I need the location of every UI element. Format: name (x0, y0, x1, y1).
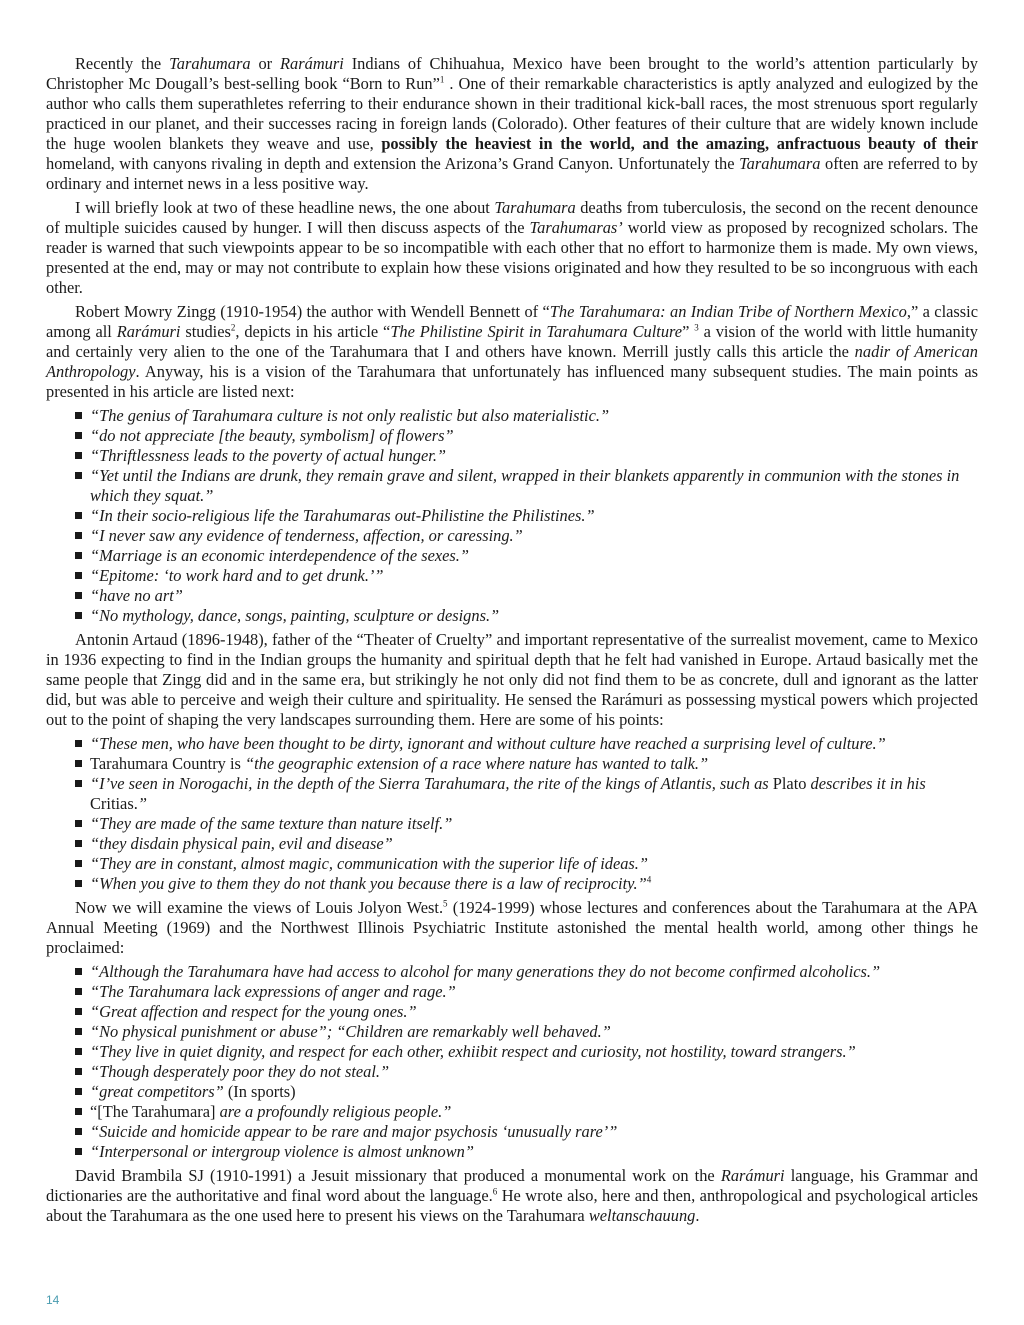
footnote-ref: 6 (492, 1186, 498, 1197)
text-run: or (250, 54, 281, 73)
bullet-item (46, 1002, 978, 1022)
text-run: ,” a classic among all (46, 302, 978, 341)
text-run: Tarahumara Country is (90, 754, 245, 773)
text-run: “When you give to them they do not thank you because there is a law of reciprocity.” (90, 874, 647, 893)
text-run: “I never saw any evidence of tenderness, affection, or caressing.” (90, 526, 523, 545)
page-number: 14 (46, 1293, 60, 1307)
bullet-item (46, 1062, 978, 1082)
bullet-item (46, 1082, 978, 1102)
paragraph-artaud (46, 630, 978, 730)
text-run: David Brambila SJ (1910-1991) a Jesuit missionary that produced a monumental work on the (75, 1166, 721, 1185)
bullet-item (46, 566, 978, 586)
bullet-item (46, 1142, 978, 1162)
text-run: describes it in his (806, 774, 926, 793)
paragraph-zingg (46, 302, 978, 402)
bullet-item (46, 426, 978, 446)
text-run: homeland, with canyons rivaling in depth and extension the Arizona’s Grand Canyon. Unfortunately the (46, 154, 740, 173)
text-run: , depicts in his article “ (235, 322, 391, 341)
bullet-item (46, 526, 978, 546)
text-run: “they disdain physical pain, evil and disease” (90, 834, 393, 853)
bullet-item (46, 774, 978, 814)
text-run: I will briefly look at two of these headline news, the one about (75, 198, 495, 217)
text-run: Indians of Chihuahua, Mexico have been brought to the world’s attention particularly by Christopher Mc Dougall’s best-selling book “Born to Run” (46, 54, 979, 93)
text-run: ” (682, 322, 695, 341)
bullet-item (46, 754, 978, 774)
bullet-item (46, 466, 978, 506)
document-page (46, 54, 978, 1230)
text-run: world view as proposed by recognized scholars. The reader is warned that such viewpoints appear to be so incompatible with each other that no effort to harmonize them is made. My own views, presented at the end, may or may not contribute to explain how these visions originated and how they resulted to be so incongruous with each other. (46, 218, 978, 297)
text-run: “I’ve seen in Norogachi, in the depth of the Sierra Tarahumara, the rite of the kings of Atlantis, such as (90, 774, 773, 793)
bullet-item (46, 1042, 978, 1062)
text-run: “the geographic extension of a race where nature has wanted to talk.” (244, 754, 709, 773)
text-run: Rarámuri (280, 54, 344, 73)
text-run: “great competitors” (90, 1082, 224, 1101)
text-run: “They are in constant, almost magic, communication with the superior life of ideas.” (90, 854, 649, 873)
text-run: “They are made of the same texture than nature itself.” (90, 814, 453, 833)
artaud-quotes-list (46, 734, 978, 894)
bullet-item (46, 546, 978, 566)
text-run: Now we will examine the views of Louis Jolyon West. (75, 898, 444, 917)
text-run: “In their socio-religious life the Tarahumaras out-Philistine the Philistines.” (90, 506, 595, 525)
text-run: (1924-1999) whose lectures and conferences about the Tarahumara at the APA Annual Meeting (1969) and the Northwest Illinois Psychiatric Institute astonished the mental health world, among other things he proclaimed: (46, 898, 978, 957)
text-run: “The genius of Tarahumara culture is not only realistic but also materialistic.” (90, 406, 610, 425)
text-run: “Though desperately poor they do not steal.” (90, 1062, 390, 1081)
bullet-item (46, 446, 978, 466)
text-run: “These men, who have been thought to be dirty, ignorant and without culture have reached a surprising level of culture.” (90, 734, 886, 753)
bullet-item (46, 406, 978, 426)
text-run: “Yet until the Indians are drunk, they remain grave and silent, wrapped in their blankets apparently in communion with the stones in which they squat.” (90, 466, 960, 505)
bullet-item (46, 1122, 978, 1142)
text-run: Robert Mowry Zingg (1910-1954) the author with Wendell Bennett of “ (75, 302, 550, 321)
bullet-item (46, 834, 978, 854)
footnote-ref: 2 (230, 322, 236, 333)
text-run: Tarahumara (494, 198, 576, 217)
text-run: “Great affection and respect for the young ones.” (90, 1002, 417, 1021)
text-run: possibly the heaviest in the world, and the amazing, anfractuous beauty of their (381, 134, 978, 153)
text-run: . Anyway, his is a vision of the Tarahumara that unfortunately has influenced many subsequent studies. The main points as presented in his article are listed next: (46, 362, 978, 401)
bullet-item (46, 854, 978, 874)
text-run: He wrote also, here and then, anthropological and psychological articles about the Tarahumara as the one used here to present his views on the Tarahumara (46, 1186, 978, 1225)
text-run: Plato (772, 774, 807, 793)
text-run: Tarahumaras’ (529, 218, 623, 237)
paragraph-west (46, 898, 978, 958)
bullet-item (46, 506, 978, 526)
text-run: weltanschauung (588, 1206, 696, 1225)
text-run: Antonin Artaud (1896-1948), father of the “Theater of Cruelty” and important representative of the surrealist movement, came to Mexico in 1936 expecting to find in the Indian groups the humanity and spiritual depth that he felt had vanished in Europe. Artaud basically met the same people that Zingg did and in the same era, but strikingly he not only did not find them to be as concrete, dull and ignorant as the latter did, but was able to perceive and weigh their culture and spirituality. He sensed the Rarámuri as possessing mystical powers which projected out to the point of shaping the very landscapes surrounding them. Here are some of his points: (46, 630, 978, 729)
text-run: “They live in quiet dignity, and respect for each other, exhiibit respect and curiosity, not hostility, toward strangers.” (90, 1042, 856, 1061)
text-run: (In sports) (223, 1082, 296, 1101)
bullet-item (46, 606, 978, 626)
text-run: “Marriage is an economic interdependence of the sexes.” (90, 546, 470, 565)
footnote-ref: 4 (646, 874, 652, 885)
text-run: “Suicide and homicide appear to be rare and major psychosis ‘unusually rare’” (90, 1122, 618, 1141)
bullet-item (46, 1102, 978, 1122)
text-run: . (695, 1206, 700, 1225)
text-run: “Epitome: ‘to work hard and to get drunk.’” (90, 566, 384, 585)
text-run: Tarahumara (169, 54, 251, 73)
bullet-item (46, 962, 978, 982)
paragraph-brambila (46, 1166, 978, 1226)
text-run: “No physical punishment or abuse”; “Children are remarkably well behaved.” (90, 1022, 611, 1041)
bullet-item (46, 874, 978, 894)
text-run: Rarámuri (720, 1166, 785, 1185)
footnote-ref: 1 (439, 74, 445, 85)
footnote-ref: 5 (443, 898, 448, 909)
paragraph-overview (46, 198, 978, 298)
text-run: nadir of American Anthropology (46, 342, 978, 381)
text-run: often are referred to by ordinary and internet news in a less positive way. (46, 154, 978, 193)
text-run: “have no art” (90, 586, 183, 605)
text-run: studies (180, 322, 231, 341)
footnote-ref: 3 (694, 322, 699, 333)
bullet-item (46, 586, 978, 606)
text-run: deaths from tuberculosis, the second on the recent denounce of multiple suicides caused by hunger. I will then discuss aspects of the (46, 198, 978, 237)
text-run: Recently the (75, 54, 170, 73)
text-run: “Thriftlessness leads to the poverty of actual hunger.” (90, 446, 447, 465)
text-run: “The Tarahumara lack expressions of anger and rage.” (90, 982, 456, 1001)
bullet-item (46, 1022, 978, 1042)
text-run: Rarámuri (116, 322, 181, 341)
text-run: language, his Grammar and dictionaries are the authoritative and final word about the language. (46, 1166, 978, 1205)
zingg-quotes-list (46, 406, 978, 626)
text-run: “[The Tarahumara] (90, 1102, 220, 1121)
text-run: The Philistine Spirit in Tarahumara Culture (390, 322, 683, 341)
text-run: are a profoundly religious people.” (219, 1102, 452, 1121)
bullet-item (46, 734, 978, 754)
text-run: Tarahumara (739, 154, 821, 173)
paragraph-intro (46, 54, 978, 194)
text-run: . One of their remarkable characteristics is aptly analyzed and eulogized by the author who calls them superathletes referring to their endurance shown in their traditional kick-ball races, the most strenuous sport regularly practiced in our planet, and their successes racing in foreign lands (Colorado). Other features of their culture that are widely known include the huge woolen blankets they weave and use, (46, 74, 978, 153)
text-run: “do not appreciate [the beauty, symbolism] of flowers” (90, 426, 454, 445)
text-run: ” (137, 794, 147, 813)
text-run: “Interpersonal or intergroup violence is almost unknown” (90, 1142, 474, 1161)
bullet-item (46, 982, 978, 1002)
text-run: Critias. (90, 794, 138, 813)
text-run: a vision of the world with little humanity and certainly very alien to the one of the Tarahumara that I and others have known. Merrill justly calls this article the (46, 322, 978, 361)
text-run: “Although the Tarahumara have had access to alcohol for many generations they do not become confirmed alcoholics.” (90, 962, 881, 981)
text-run: The Tarahumara: an Indian Tribe of Northern Mexico (549, 302, 907, 321)
west-quotes-list (46, 962, 978, 1162)
bullet-item (46, 814, 978, 834)
text-run: “No mythology, dance, songs, painting, sculpture or designs.” (90, 606, 500, 625)
